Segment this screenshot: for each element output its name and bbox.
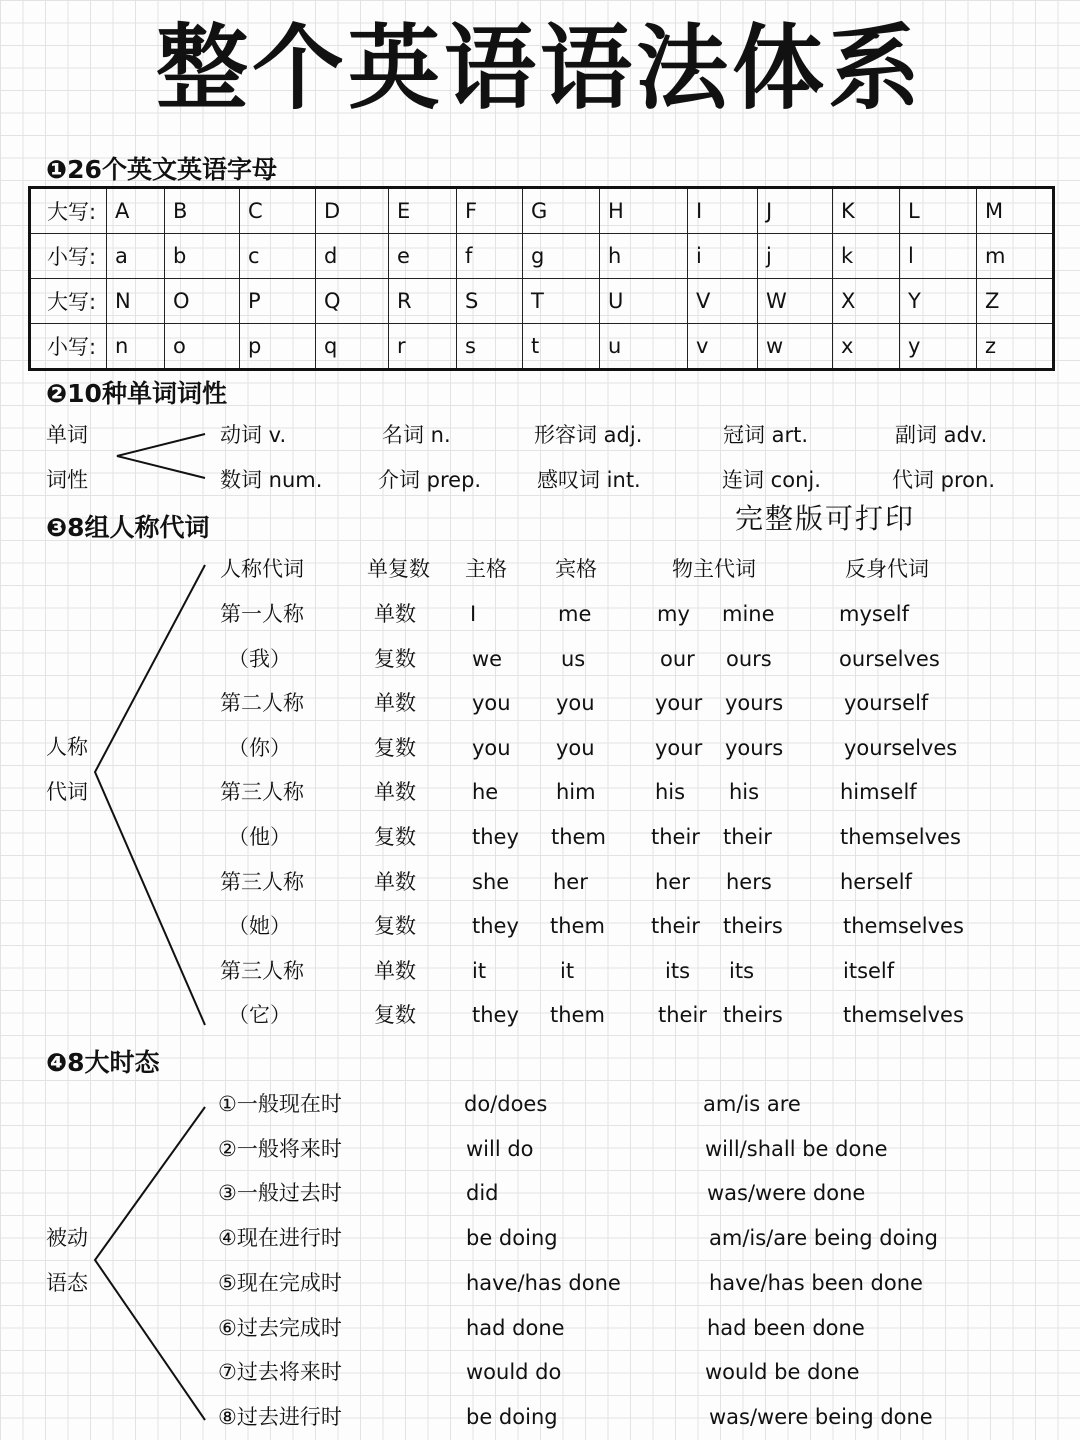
pronoun-header: 人称代词 <box>220 557 304 581</box>
pronoun-cell: mine <box>722 602 775 626</box>
alphabet-letter: F <box>457 188 523 234</box>
word-class-item: 副词 adv. <box>895 423 988 447</box>
tense-cell: was/were done <box>707 1181 866 1205</box>
alphabet-letter: p <box>240 324 316 370</box>
pronoun-cell: it <box>560 959 575 983</box>
alphabet-letter: H <box>600 188 688 234</box>
pronouns-side-label-1: 人称 <box>46 735 88 759</box>
tense-cell: ⑤现在完成时 <box>218 1271 342 1295</box>
pronoun-cell: myself <box>839 602 909 626</box>
pronoun-cell: yourselves <box>844 736 958 760</box>
alphabet-letter: a <box>107 234 165 279</box>
section-title-tenses: ❹8大时态 <box>46 1048 160 1077</box>
pronoun-header: 主格 <box>465 557 507 581</box>
pronoun-cell: we <box>472 647 503 671</box>
alphabet-letter: P <box>240 279 316 324</box>
pronoun-cell: 第二人称 <box>220 691 304 715</box>
pronoun-cell: they <box>472 1003 519 1027</box>
printable-note: 完整版可打印 <box>735 502 916 535</box>
pronoun-cell: his <box>655 780 686 804</box>
pronoun-cell: their <box>658 1003 707 1027</box>
alphabet-letter: q <box>316 324 389 370</box>
pronoun-cell: 第三人称 <box>220 780 304 804</box>
alphabet-letter: u <box>600 324 688 370</box>
pronoun-cell: yours <box>725 691 784 715</box>
alphabet-letter: k <box>833 234 900 279</box>
pronoun-cell: theirs <box>723 1003 783 1027</box>
pronoun-cell: they <box>472 914 519 938</box>
tense-cell: be doing <box>466 1405 558 1429</box>
pronoun-cell: it <box>472 959 487 983</box>
alphabet-letter: G <box>523 188 600 234</box>
pronoun-cell: themselves <box>843 914 964 938</box>
pronoun-cell: himself <box>840 780 917 804</box>
tense-cell: do/does <box>464 1092 548 1116</box>
alphabet-letter: z <box>977 324 1054 370</box>
alphabet-letter: o <box>165 324 240 370</box>
tense-cell: ②一般将来时 <box>218 1137 342 1161</box>
pronoun-cell: 第三人称 <box>220 959 304 983</box>
alphabet-letter: I <box>688 188 758 234</box>
pronoun-cell: （我） <box>228 647 291 671</box>
alphabet-letter: D <box>316 188 389 234</box>
alphabet-letter: i <box>688 234 758 279</box>
pronoun-cell: （你） <box>228 736 291 760</box>
alphabet-letter: R <box>389 279 457 324</box>
pronoun-cell: theirs <box>723 914 783 938</box>
alphabet-letter: d <box>316 234 389 279</box>
pronoun-cell: they <box>472 825 519 849</box>
alphabet-letter: U <box>600 279 688 324</box>
pronoun-cell: ours <box>726 647 772 671</box>
pronoun-cell: them <box>551 825 606 849</box>
alphabet-letter: V <box>688 279 758 324</box>
word-class-item: 连词 conj. <box>722 468 821 492</box>
pronoun-header: 反身代词 <box>845 557 929 581</box>
pronoun-cell: I <box>470 602 477 626</box>
alphabet-letter: K <box>833 188 900 234</box>
tense-cell: have/has done <box>466 1271 621 1295</box>
tense-cell: ③一般过去时 <box>218 1181 342 1205</box>
pronoun-cell: her <box>655 870 690 894</box>
tenses-side-label-2: 语态 <box>46 1271 88 1295</box>
alphabet-letter: X <box>833 279 900 324</box>
word-classes-side-label-2: 词性 <box>46 468 88 492</box>
tense-cell: would be done <box>705 1360 860 1384</box>
section-title-alphabet: ❶26个英文英语字母 <box>46 155 277 184</box>
alphabet-letter: n <box>107 324 165 370</box>
tense-cell: ⑥过去完成时 <box>218 1316 342 1340</box>
pronoun-cell: you <box>472 736 511 760</box>
pronoun-cell: his <box>729 780 760 804</box>
alphabet-letter: h <box>600 234 688 279</box>
tense-cell: will do <box>466 1137 534 1161</box>
tense-cell: would do <box>466 1360 562 1384</box>
pronoun-cell: 复数 <box>374 914 416 938</box>
pronoun-cell: （他） <box>228 825 291 849</box>
pronoun-cell: 单数 <box>374 691 416 715</box>
pronoun-header: 物主代词 <box>672 557 756 581</box>
alphabet-letter: M <box>977 188 1054 234</box>
alphabet-letter: b <box>165 234 240 279</box>
pronoun-cell: yourself <box>844 691 929 715</box>
alphabet-letter: m <box>977 234 1054 279</box>
pronoun-cell: 单数 <box>374 959 416 983</box>
pronoun-cell: themselves <box>840 825 961 849</box>
pronoun-cell: them <box>550 1003 605 1027</box>
tenses-side-label-1: 被动 <box>46 1226 88 1250</box>
alphabet-letter: C <box>240 188 316 234</box>
pronoun-cell: you <box>556 691 595 715</box>
word-classes-side-label-1: 单词 <box>46 423 88 447</box>
tense-cell: will/shall be done <box>705 1137 888 1161</box>
pronoun-cell: she <box>472 870 510 894</box>
pronoun-cell: my <box>657 602 690 626</box>
pronoun-cell: themselves <box>843 1003 964 1027</box>
alphabet-letter: J <box>758 188 833 234</box>
pronoun-cell: your <box>655 691 703 715</box>
tense-cell: had done <box>466 1316 565 1340</box>
pronoun-cell: hers <box>726 870 772 894</box>
pronoun-cell: your <box>655 736 703 760</box>
alphabet-letter: v <box>688 324 758 370</box>
tense-cell: was/were being done <box>709 1405 933 1429</box>
alphabet-row-label: 小写: <box>30 234 107 279</box>
tense-bracket <box>95 1107 205 1420</box>
tense-cell: did <box>466 1181 499 1205</box>
alphabet-letter: l <box>900 234 977 279</box>
word-class-item: 动词 v. <box>220 423 287 447</box>
pronoun-cell: 复数 <box>374 825 416 849</box>
pronoun-cell: you <box>556 736 595 760</box>
alphabet-letter: S <box>457 279 523 324</box>
pronoun-cell: 第三人称 <box>220 870 304 894</box>
pronoun-cell: us <box>561 647 586 671</box>
tense-cell: am/is are <box>703 1092 801 1116</box>
pronoun-cell: 复数 <box>374 1003 416 1027</box>
alphabet-letter: c <box>240 234 316 279</box>
pronoun-cell: her <box>553 870 588 894</box>
pronoun-cell: their <box>651 914 700 938</box>
tense-cell: ④现在进行时 <box>218 1226 342 1250</box>
word-class-item: 名词 n. <box>382 423 451 447</box>
section-title-word-classes: ❷10种单词词性 <box>46 379 227 408</box>
alphabet-letter: W <box>758 279 833 324</box>
alphabet-letter: x <box>833 324 900 370</box>
tense-cell: am/is/are being doing <box>709 1226 938 1250</box>
alphabet-letter: e <box>389 234 457 279</box>
word-class-item: 数词 num. <box>220 468 323 492</box>
alphabet-letter: O <box>165 279 240 324</box>
pronoun-cell: 复数 <box>374 736 416 760</box>
page-title: 整个英语语法体系 <box>155 15 924 122</box>
pronouns-side-label-2: 代词 <box>46 780 88 804</box>
alphabet-letter: y <box>900 324 977 370</box>
pronoun-cell: （它） <box>228 1003 291 1027</box>
pronoun-bracket <box>95 565 205 1025</box>
pronoun-header: 宾格 <box>555 557 597 581</box>
alphabet-letter: f <box>457 234 523 279</box>
tense-cell: be doing <box>466 1226 558 1250</box>
alphabet-letter: j <box>758 234 833 279</box>
pronoun-cell: herself <box>840 870 912 894</box>
alphabet-letter: E <box>389 188 457 234</box>
alphabet-row-label: 大写: <box>30 188 107 234</box>
alphabet-letter: N <box>107 279 165 324</box>
alphabet-letter: Z <box>977 279 1054 324</box>
pronoun-cell: ourselves <box>839 647 940 671</box>
pronoun-cell: their <box>723 825 772 849</box>
alphabet-letter: w <box>758 324 833 370</box>
pronoun-cell: our <box>660 647 695 671</box>
tense-cell: ⑧过去进行时 <box>218 1405 342 1429</box>
pronoun-cell: 第一人称 <box>220 602 304 626</box>
word-class-bracket <box>117 434 205 478</box>
pronoun-cell: 单数 <box>374 780 416 804</box>
pronoun-header: 单复数 <box>367 557 430 581</box>
word-class-item: 冠词 art. <box>723 423 809 447</box>
pronoun-cell: its <box>729 959 755 983</box>
pronoun-cell: itself <box>843 959 895 983</box>
alphabet-letter: t <box>523 324 600 370</box>
alphabet-letter: T <box>523 279 600 324</box>
tense-cell: have/has been done <box>709 1271 923 1295</box>
pronoun-cell: them <box>550 914 605 938</box>
pronoun-cell: him <box>556 780 596 804</box>
pronoun-cell: me <box>558 602 592 626</box>
pronoun-cell: their <box>651 825 700 849</box>
pronoun-cell: he <box>472 780 499 804</box>
pronoun-cell: 单数 <box>374 602 416 626</box>
alphabet-row-label: 大写: <box>30 279 107 324</box>
pronoun-cell: you <box>472 691 511 715</box>
pronoun-cell: 复数 <box>374 647 416 671</box>
word-class-item: 介词 prep. <box>378 468 482 492</box>
alphabet-letter: Q <box>316 279 389 324</box>
alphabet-letter: r <box>389 324 457 370</box>
section-title-pronouns: ❸8组人称代词 <box>46 513 210 542</box>
pronoun-cell: its <box>665 959 691 983</box>
alphabet-letter: g <box>523 234 600 279</box>
tense-cell: had been done <box>707 1316 865 1340</box>
pronoun-cell: （她） <box>228 914 291 938</box>
alphabet-letter: s <box>457 324 523 370</box>
word-class-item: 形容词 adj. <box>534 423 643 447</box>
tense-cell: ⑦过去将来时 <box>218 1360 342 1384</box>
tense-cell: ①一般现在时 <box>218 1092 342 1116</box>
pronoun-cell: yours <box>725 736 784 760</box>
word-class-item: 感叹词 int. <box>537 468 641 492</box>
pronoun-cell: 单数 <box>374 870 416 894</box>
alphabet-letter: Y <box>900 279 977 324</box>
alphabet-letter: L <box>900 188 977 234</box>
alphabet-letter: A <box>107 188 165 234</box>
word-class-item: 代词 pron. <box>892 468 996 492</box>
alphabet-row-label: 小写: <box>30 324 107 370</box>
alphabet-letter: B <box>165 188 240 234</box>
